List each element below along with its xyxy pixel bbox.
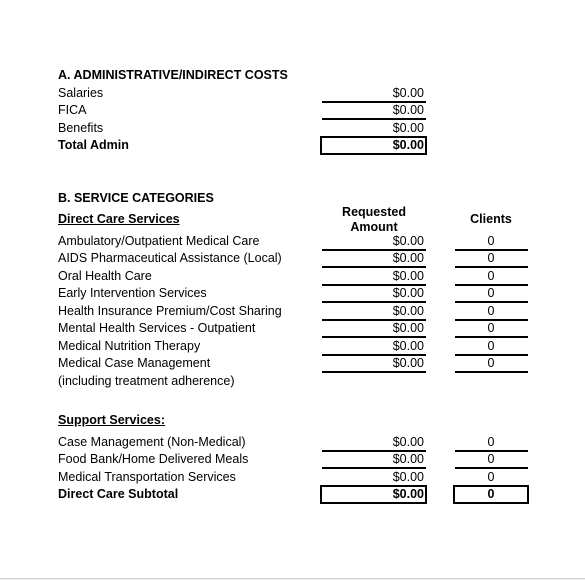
field-underline xyxy=(322,266,426,268)
direct-row-amount[interactable]: $0.00 xyxy=(392,269,424,283)
direct-row-label: AIDS Pharmaceutical Assistance (Local) xyxy=(58,251,282,265)
direct-row-clients[interactable]: 0 xyxy=(487,234,495,248)
subtotal-amount[interactable]: $0.00 xyxy=(392,487,424,501)
support-row-amount[interactable]: $0.00 xyxy=(392,470,424,484)
admin-row-amount[interactable]: $0.00 xyxy=(392,86,424,100)
direct-row-label: Medical Nutrition Therapy xyxy=(58,339,201,353)
direct-row-amount[interactable]: $0.00 xyxy=(392,356,424,370)
direct-row-clients[interactable]: 0 xyxy=(487,304,495,318)
direct-row-amount[interactable]: $0.00 xyxy=(392,234,424,248)
requested-column-header-line1: Requested xyxy=(342,205,406,219)
support-row-clients[interactable]: 0 xyxy=(487,452,495,466)
support-row-amount[interactable]: $0.00 xyxy=(392,435,424,449)
service-heading: B. SERVICE CATEGORIES xyxy=(58,191,214,205)
field-underline xyxy=(455,301,528,303)
total-admin-amount[interactable]: $0.00 xyxy=(392,138,424,152)
admin-row-amount[interactable]: $0.00 xyxy=(392,103,424,117)
direct-row-clients[interactable]: 0 xyxy=(487,321,495,335)
support-row-clients[interactable]: 0 xyxy=(487,470,495,484)
field-underline xyxy=(322,301,426,303)
direct-row-label: Medical Case Management xyxy=(58,356,211,370)
field-underline xyxy=(455,467,528,469)
admin-row-label: Salaries xyxy=(58,86,104,100)
field-underline xyxy=(455,336,528,338)
support-services-heading: Support Services: xyxy=(58,413,165,427)
field-underline xyxy=(322,336,426,338)
direct-row-clients[interactable]: 0 xyxy=(487,251,495,265)
direct-row-label: Early Intervention Services xyxy=(58,286,207,300)
field-underline xyxy=(455,371,528,373)
subtotal-clients[interactable]: 0 xyxy=(487,487,495,501)
field-underline xyxy=(322,371,426,373)
admin-row-amount[interactable]: $0.00 xyxy=(392,121,424,135)
direct-care-subtotal-label: Direct Care Subtotal xyxy=(58,487,179,501)
direct-row-label: Oral Health Care xyxy=(58,269,152,283)
clients-column-header: Clients xyxy=(470,212,512,226)
direct-row-amount[interactable]: $0.00 xyxy=(392,339,424,353)
admin-row-label: Benefits xyxy=(58,121,104,135)
support-row-label: Case Management (Non-Medical) xyxy=(58,435,246,449)
direct-row-clients[interactable]: 0 xyxy=(487,286,495,300)
support-row-label: Food Bank/Home Delivered Meals xyxy=(58,452,249,466)
direct-row-clients[interactable]: 0 xyxy=(487,339,495,353)
direct-row-note: (including treatment adherence) xyxy=(58,374,235,388)
admin-heading: A. ADMINISTRATIVE/INDIRECT COSTS xyxy=(58,68,288,82)
direct-row-amount[interactable]: $0.00 xyxy=(392,321,424,335)
support-row-amount[interactable]: $0.00 xyxy=(392,452,424,466)
direct-row-clients[interactable]: 0 xyxy=(487,356,495,370)
direct-row-label: Mental Health Services - Outpatient xyxy=(58,321,256,335)
admin-row-label: FICA xyxy=(58,103,87,117)
direct-row-amount[interactable]: $0.00 xyxy=(392,251,424,265)
total-admin-label: Total Admin xyxy=(58,138,129,152)
support-row-label: Medical Transportation Services xyxy=(58,470,236,484)
direct-row-amount[interactable]: $0.00 xyxy=(392,286,424,300)
direct-row-clients[interactable]: 0 xyxy=(487,269,495,283)
requested-column-header-line2: Amount xyxy=(350,220,398,234)
direct-row-label: Health Insurance Premium/Cost Sharing xyxy=(58,304,282,318)
direct-row-label: Ambulatory/Outpatient Medical Care xyxy=(58,234,260,248)
direct-row-amount[interactable]: $0.00 xyxy=(392,304,424,318)
direct-care-heading: Direct Care Services xyxy=(58,212,180,226)
field-underline xyxy=(322,118,426,120)
support-row-clients[interactable]: 0 xyxy=(487,435,495,449)
field-underline xyxy=(455,266,528,268)
field-underline xyxy=(322,467,426,469)
